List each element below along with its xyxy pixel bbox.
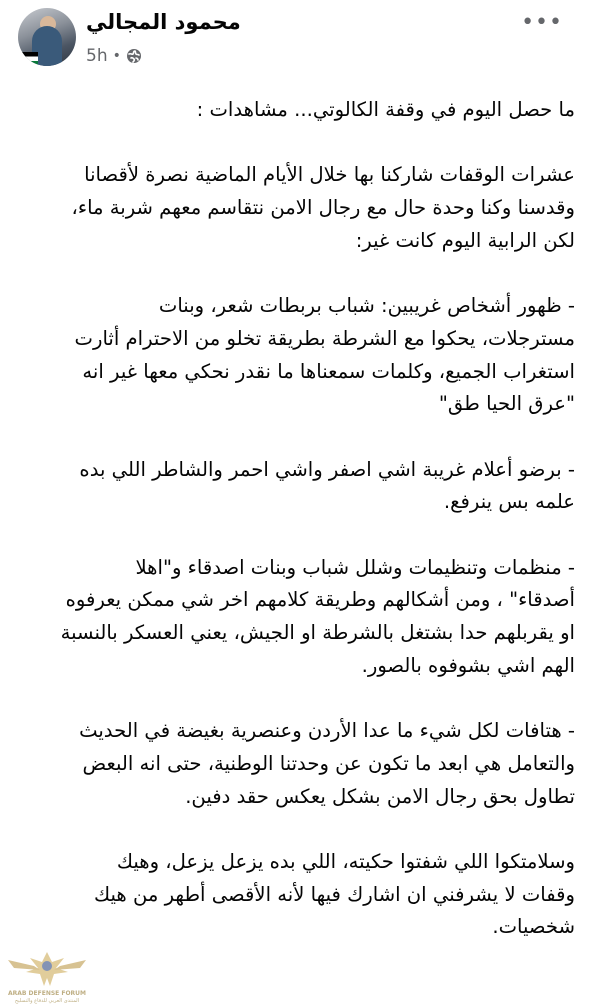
author-name[interactable]: محمود المجالي — [86, 10, 241, 34]
post-paragraph — [16, 94, 575, 127]
globe-icon[interactable] — [126, 48, 142, 64]
post-text-line: - برضو أعلام غريبة اشي اصفر واشي احمر والشاطر اللي بده — [79, 457, 575, 481]
jordan-flag-icon — [18, 52, 38, 66]
meta-separator: • — [112, 48, 121, 64]
post-text-line: الهم اشي بشوفوه بالصور. — [361, 653, 575, 677]
post-text-line: - هتافات لكل شيء ما عدا الأردن وعنصرية بغيضة في الحديث — [79, 719, 575, 743]
post-text-line: وقفات لا يشرفني ان اشارك فيها لأنه الأقصى أطهر من هيك — [93, 882, 575, 906]
watermark — [4, 946, 90, 1006]
post-paragraph — [16, 159, 575, 257]
watermark-subtitle: المنتدى العربي للدفاع والتسليح — [14, 998, 80, 1004]
post-meta — [86, 46, 142, 66]
watermark-title: ARAB DEFENSE FORUM — [7, 990, 87, 997]
post-paragraph — [16, 846, 575, 944]
post-text-line: أصدقاء" ، ومن أشكالهم وطريقة كلامهم اخر شي ممكن يعرفوه — [65, 588, 575, 612]
post-header — [0, 0, 591, 80]
post-text-line: "عرق الحيا طق" — [438, 392, 575, 416]
post-text-line: والتعامل هي ابعد ما تكون عن وحدتنا الوطنية، حتى انه البعض — [82, 751, 575, 775]
avatar[interactable] — [18, 8, 76, 66]
post-text-line: مسترجلات، يحكوا مع الشرطة بطريقة تخلو من الاحترام أثارت — [74, 326, 575, 350]
more-options-icon[interactable]: ••• — [521, 10, 563, 35]
post-text-line: او يقربلهم حدا بشتغل بالشرطة او الجيش، يعني العسكر بالنسبة — [60, 621, 575, 645]
post-paragraph — [16, 454, 575, 519]
post-text-line: شخصيات. — [492, 915, 575, 939]
post-text-line: وقدسنا وكنا وحدة حال مع رجال الامن نتقاسم معهم شربة ماء، — [71, 196, 575, 220]
post-text-line: لكن الرابية اليوم كانت غير: — [355, 228, 575, 252]
post-body — [16, 94, 575, 977]
post-text-line: وسلامتكوا اللي شفتوا حكيته، اللي بده يزعل يزعل، وهيك — [116, 850, 575, 874]
post-paragraph — [16, 715, 575, 813]
post-paragraph — [16, 290, 575, 421]
post-text-line: تطاول بحق رجال الامن بشكل يعكس حقد دفين. — [185, 784, 575, 808]
post-time[interactable]: 5h — [86, 46, 108, 66]
eagle-logo-icon — [4, 946, 90, 990]
post-text-line: ما حصل اليوم في وقفة الكالوتي... مشاهدات : — [196, 98, 575, 121]
post-text-line: - منظمات وتنظيمات وشلل شباب وبنات اصدقاء و"اهلا — [135, 555, 575, 579]
post-text-line: - ظهور أشخاص غريبين: شباب بربطات شعر، وبنات — [158, 294, 575, 318]
post-paragraph — [16, 552, 575, 683]
post-text-line: علمه بس ينرفع. — [443, 490, 575, 514]
post-text-line: استغراب الجميع، وكلمات سمعناها ما نقدر نحكي معها غير انه — [82, 359, 575, 383]
post-text-line: عشرات الوقفات شاركنا بها خلال الأيام الماضية نصرة لأقصانا — [84, 163, 575, 187]
